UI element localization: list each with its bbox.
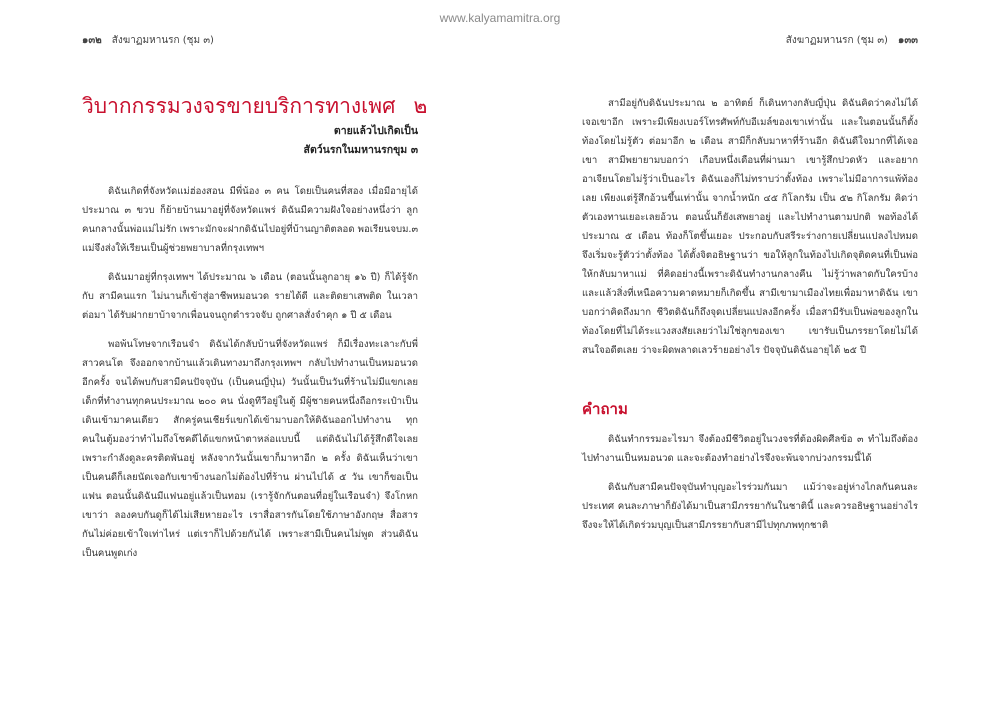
paragraph: ดิฉันเกิดที่จังหวัดแม่ฮ่องสอน มีพี่น้อง ๓ คน โดยเป็นคนที่สอง เมื่อมีอายุได้ประมาณ ๓ ขวบ ก็ย้ายบ้านมาอยู่ที่จังหวัดแพร่ ดิฉันมีความฝังใจอย่างหนึ่งว่า ลูกคนกลางนั้นพ่อแม่ไม่รัก เพราะมักจะฝากดิฉันไปอยู่ที่บ้านญาติตลอด พอเรียนจบม.๓ แม่จึงส่งให้เรียนเป็นผู้ช่วยพยาบาลที่กรุงเทพฯ [82, 186, 418, 254]
questions-list [582, 430, 918, 545]
questions-heading: คำถาม [582, 400, 628, 418]
running-title-left: สังฆาฏมหานรก (ชุม ๓) [111, 35, 214, 46]
left-body-text [82, 182, 418, 573]
question-paragraph: ดิฉันกับสามีคนปัจจุบันทำบุญอะไรร่วมกันมา แม้ว่าจะอยู่ห่างไกลกันคนละประเทศ คนละภาษาก็ยังได้มาเป็นสามีภรรยากันในชาตินี้ และควรอธิษฐานอย่างไรจึงจะให้ได้เกิดร่วมบุญเป็นสามีภรรยากับสามีไปทุกภพทุกชาติ [582, 482, 918, 531]
paragraph: พอพ้นโทษจากเรือนจำ ดิฉันได้กลับบ้านที่จังหวัดแพร่ ก็มีเรื่องทะเลาะกับพี่สาวคนโต จึงออกจากบ้านแล้วเดินทางมาถึงกรุงเทพฯ กลับไปทำงานเป็นหมอนวดอีกครั้ง จนได้พบกับสามีคนปัจจุบัน (เป็นคนญี่ปุ่น) วันนั้นเป็นวันที่ร้านไม่มีแขกเลย เด็กที่ทำงานทุกคนประมาณ ๒๐๐ คน นั่งดูทีวีอยู่ในตู้ มีผู้ชายคนหนึ่งถือกระเป๋าเป็นเดินเข้ามาคนเดียว สักครู่คนเชียร์แขกได้เข้ามาบอกให้ดิฉันออกไปทำงาน ทุกคนในตู้มองว่าทำไมถึงโชคดีได้แขกหน้าตาหล่อแบบนี้ แต่ดิฉันไม่ได้รู้สึกดีใจเลย เพราะกำลังดูละครติดพันอยู่ หลังจากวันนั้นเขาก็มาหาอีก ๒ ครั้ง ดิฉันเห็นว่าเขาเป็นคนดีก็เลยนัดเจอกับเขาข้างนอกไม่ต้องไปที่ร้าน ผ่านไปได้ ๕ วัน เขาก็ขอเป็นแฟน ตอนนั้นดิฉันมีแฟนอยู่แล้วเป็นทอม (เรารู้จักกันตอนที่อยู่ในเรือนจำ) จึงโกหกเขาว่า ลองคบกันดูก็ได้ไม่เสียหายอะไร เราสื่อสารกันโดยใช้ภาษาอังกฤษ สื่อสารกันไม่ค่อยเข้าใจเท่าไหร่ แต่เราก็ไปด้วยกันได้ เพราะสามีเป็นคนไม่พูด ส่วนดิฉันเป็นคนพูดเก่ง [82, 339, 418, 559]
chapter-title-text: วิบากกรรมวงจรขายบริการทางเพศ [82, 94, 396, 118]
running-header-right [786, 33, 918, 48]
chapter-subtitle-2: สัตว์นรกในมหานรกขุม ๓ [303, 144, 418, 156]
running-header-left [82, 33, 214, 48]
paragraph: สามีอยู่กับดิฉันประมาณ ๒ อาทิตย์ ก็เดินทางกลับญี่ปุ่น ดิฉันคิดว่าคงไม่ได้เจอเขาอีก เพราะมีเพียงเบอร์โทรศัพท์กับอีเมล์ของเขาเท่านั้น และในตอนนั้นก็ตั้งท้องโดยไม่รู้ตัว ต่อมาอีก ๒ เดือน สามีก็กลับมาหาที่ร้านอีก ดิฉันดีใจมากที่ได้เจอเขา สามีพยายามบอกว่า เกือบหนึ่งเดือนที่ผ่านมา เขารู้สึกปวดหัว และอยากอาเจียนโดยไม่รู้ว่าเป็นอะไร ดิฉันเองก็ไม่ทราบว่าตั้งท้อง เพราะไม่มีอาการแพ้ท้องเลย เพียงแต่รู้สึกอ้วนขึ้นเท่านั้น จากน้ำหนัก ๔๕ กิโลกรัม เป็น ๕๒ กิโลกรัม คิดว่าตัวเองทานเยอะเลยอ้วน ตอนนั้นก็ยังเสพยาอยู่ และไปทำงานตามปกติ พอท้องได้ประมาณ ๕ เดือน ท้องก็โตขึ้นเยอะ ประกอบกับสรีระร่างกายเปลี่ยนแปลงไปหมด จึงเริ่มจะรู้ตัวว่าตั้งท้อง ได้ตั้งจิตอธิษฐานว่า ขอให้ลูกในท้องไปเกิดจุติดคนที่เป็นพ่อให้กลับมาหาแม่ ที่คิดอย่างนี้เพราะดิฉันทำงานกลางคืน ไม่รู้ว่าพลาดกับใครบ้าง และแล้วสิ่งที่เหนือความคาดหมายก็เกิดขึ้น สามีเขามาเมืองไทยเพื่อมาหาดิฉัน เขาบอกว่าคิดถึงมาก ชีวิตดิฉันก็ถึงจุดเปลี่ยนแปลงอีกครั้ง เมื่อสามีรับเป็นพ่อของลูกในท้องโดยที่ไม่ได้ระแวงสงสัยเลยว่าไม่ใช่ลูกของเขา เขารับเป็นภรรยาโดยไม่ได้สนใจอดีตเลย ว่าจะผิดพลาดเลวร้ายอย่างไร ปัจจุบันดิฉันอายุได้ ๒๕ ปี [582, 98, 918, 356]
chapter-number: ๒ [413, 94, 428, 118]
page-number-left: ๑๓๒ [82, 35, 102, 46]
paragraph: ดิฉันมาอยู่ที่กรุงเทพฯ ได้ประมาณ ๖ เดือน (ตอนนั้นลูกอายุ ๑๖ ปี) ก็ได้รู้จักกับ สามีคนแรก ไม่นานก็เข้าสู่อาชีพหมอนวด รายได้ดี และติดยาเสพติด ในเวลาต่อมา ได้รับฝากยาบ้าจากเพื่อนจนถูกตำรวจจับ ถูกศาลสั่งจำคุก ๑ ปี ๕ เดือน [82, 272, 418, 321]
right-body-text [582, 94, 918, 370]
question-paragraph: ดิฉันทำกรรมอะไรมา จึงต้องมีชีวิตอยู่ในวงจรที่ต้องผิดศีลข้อ ๓ ทำไมถึงต้องไปทำงานเป็นหมอนวด และจะต้องทำอย่างไรจึงจะพ้นจากบ่วงกรรมนี้ได้ [582, 434, 918, 464]
chapter-title [82, 90, 428, 123]
right-page [500, 0, 1000, 707]
page-number-right: ๑๓๓ [897, 35, 918, 46]
running-title-right: สังฆาฏมหานรก (ชุม ๓) [785, 35, 888, 46]
site-watermark: www.kalyamamitra.org [439, 11, 561, 25]
chapter-subtitle-1: ตายแล้วไปเกิดเป็น [333, 125, 418, 137]
